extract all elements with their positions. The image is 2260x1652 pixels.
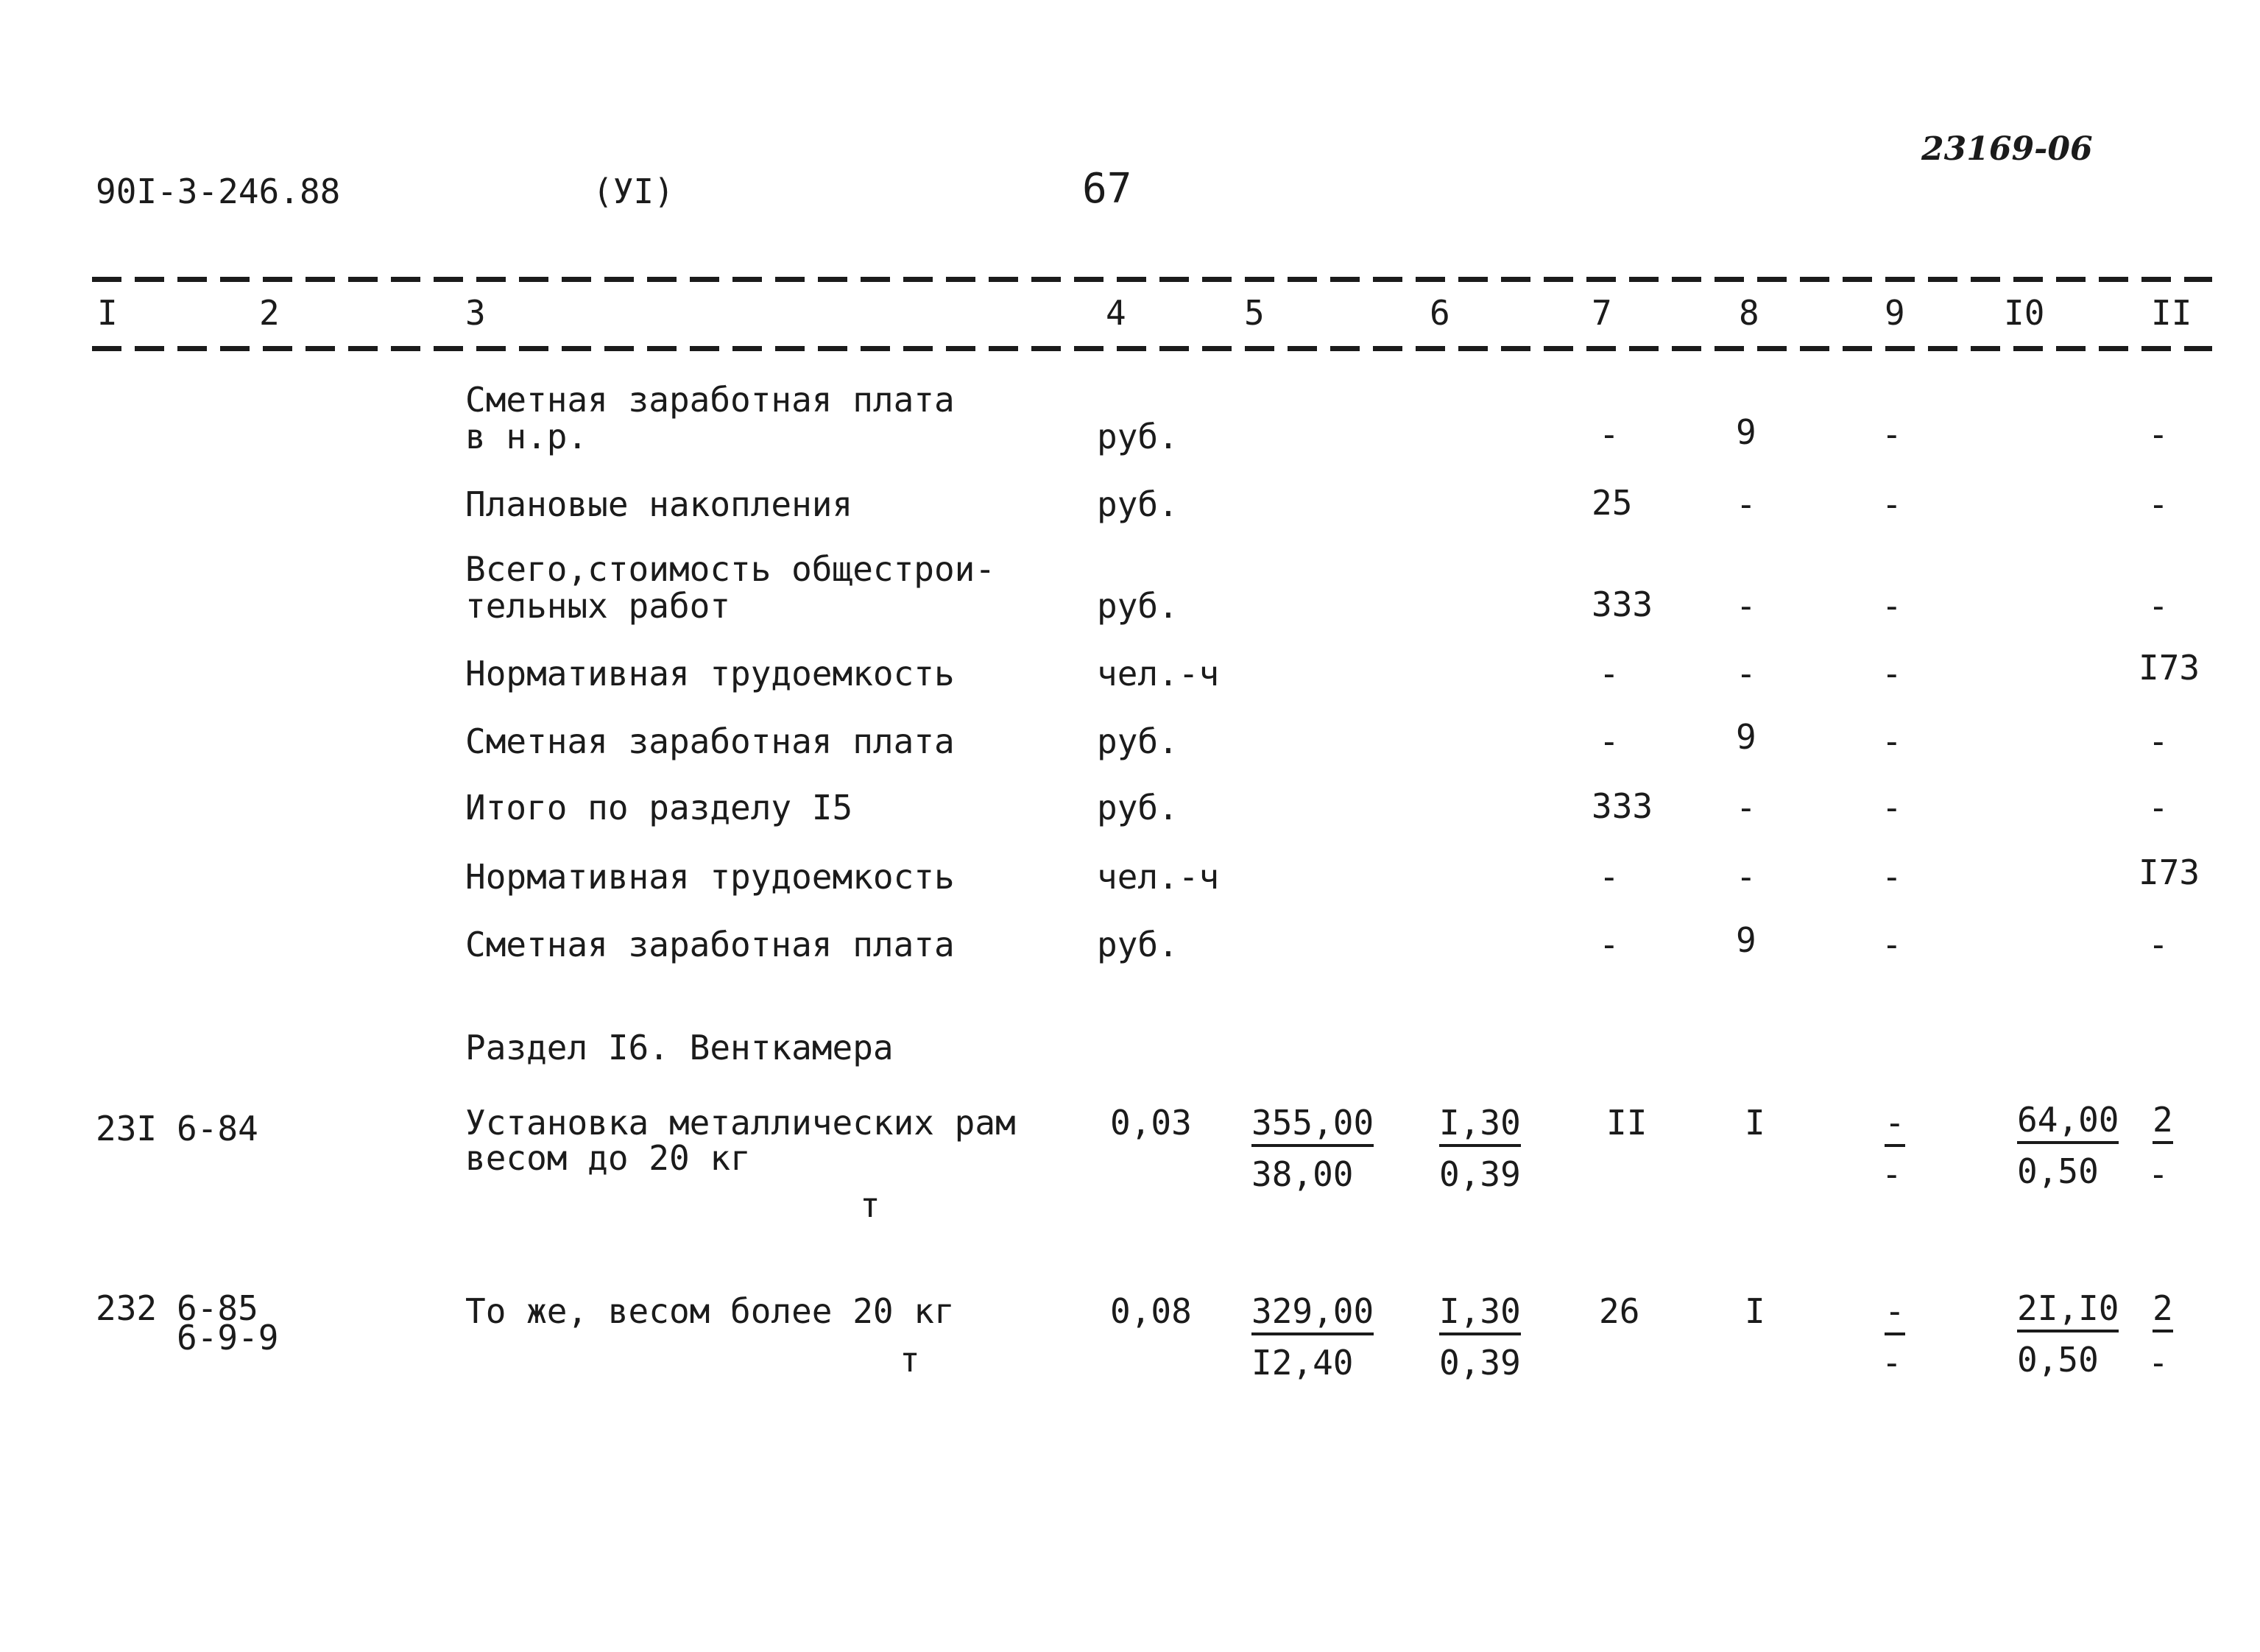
row-col8: 9 bbox=[1736, 717, 1756, 757]
item-col10-top: 2I,I0 bbox=[2017, 1288, 2119, 1332]
row-description-cont: в н.р. bbox=[465, 417, 588, 456]
item-col9-bottom: - bbox=[1882, 1154, 1902, 1194]
col-header-6: 6 bbox=[1430, 293, 1450, 333]
section-title: Раздел I6. Венткамера bbox=[465, 1028, 894, 1067]
item-unit-cost-total: 329,00 bbox=[1251, 1291, 1374, 1335]
col-header-4: 4 bbox=[1106, 293, 1126, 333]
item-col11-bottom: - bbox=[2148, 1343, 2169, 1383]
item-code-secondary: 6-9-9 bbox=[177, 1318, 279, 1358]
item-col10-top: 64,00 bbox=[2017, 1100, 2119, 1144]
row-col9: - bbox=[1882, 654, 1902, 693]
handwritten-number: 23169-06 bbox=[1921, 130, 2093, 168]
row-description: Итого по разделу I5 bbox=[465, 788, 853, 827]
item-unit-cost-wages: 38,00 bbox=[1251, 1154, 1354, 1194]
item-coefficient-wages: 0,39 bbox=[1439, 1154, 1521, 1194]
row-col11: - bbox=[2148, 484, 2169, 524]
col-header-2: 2 bbox=[259, 293, 280, 333]
header-bottom-rule bbox=[92, 346, 2212, 351]
item-unit-cost-total: 355,00 bbox=[1251, 1103, 1374, 1147]
item-unit-mark: т bbox=[860, 1185, 880, 1225]
row-description: Сметная заработная плата bbox=[465, 721, 955, 761]
row-unit: чел.-ч bbox=[1097, 654, 1220, 693]
row-col11: - bbox=[2148, 788, 2169, 827]
item-col9-top: - bbox=[1885, 1291, 1905, 1335]
item-coefficient: I,30 bbox=[1439, 1291, 1521, 1335]
row-description-cont: тельных работ bbox=[465, 586, 731, 626]
row-col8: - bbox=[1736, 484, 1756, 524]
col-header-7: 7 bbox=[1592, 293, 1612, 333]
col-header-10: I0 bbox=[2004, 293, 2045, 333]
row-description: Нормативная трудоемкость bbox=[465, 654, 955, 693]
row-col11: - bbox=[2148, 721, 2169, 761]
header-top-rule bbox=[92, 277, 2212, 282]
row-unit: чел.-ч bbox=[1097, 857, 1220, 897]
item-quantity: 0,08 bbox=[1110, 1291, 1192, 1331]
item-unit-cost-wages: I2,40 bbox=[1251, 1343, 1354, 1383]
item-col11-top: 2 bbox=[2153, 1100, 2173, 1144]
col-header-11: II bbox=[2151, 293, 2192, 333]
row-col7: - bbox=[1599, 857, 1620, 897]
row-unit: руб. bbox=[1097, 484, 1179, 524]
row-col11: - bbox=[2148, 586, 2169, 626]
item-col7: 26 bbox=[1599, 1291, 1640, 1331]
row-description: Плановые накопления bbox=[465, 484, 853, 524]
row-col7: 333 bbox=[1592, 585, 1653, 624]
row-unit: руб. bbox=[1097, 417, 1179, 456]
row-description: Нормативная трудоемкость bbox=[465, 857, 955, 897]
item-col9-bottom: - bbox=[1882, 1343, 1902, 1383]
row-col8: 9 bbox=[1736, 412, 1756, 452]
row-description: Всего,стоимость общестрои- bbox=[465, 549, 996, 589]
row-unit: руб. bbox=[1097, 925, 1179, 964]
album-number: (УI) bbox=[593, 172, 674, 211]
item-description-cont: весом до 20 кг bbox=[465, 1138, 751, 1178]
row-description: Сметная заработная плата bbox=[465, 925, 955, 964]
row-unit: руб. bbox=[1097, 586, 1179, 626]
row-col11: - bbox=[2148, 414, 2169, 454]
row-col7: 25 bbox=[1592, 483, 1633, 523]
row-col11: I73 bbox=[2139, 648, 2200, 688]
row-col8: - bbox=[1736, 654, 1756, 693]
row-col9: - bbox=[1882, 925, 1902, 964]
item-col11-bottom: - bbox=[2148, 1154, 2169, 1194]
document-code: 90I-3-246.88 bbox=[96, 172, 341, 211]
page-number: 67 bbox=[1082, 165, 1132, 213]
item-unit-mark: т bbox=[900, 1340, 920, 1380]
row-unit: руб. bbox=[1097, 721, 1179, 761]
row-col8: - bbox=[1736, 788, 1756, 827]
row-col9: - bbox=[1882, 788, 1902, 827]
item-code: 6-84 bbox=[177, 1109, 258, 1148]
row-col9: - bbox=[1882, 721, 1902, 761]
row-unit: руб. bbox=[1097, 788, 1179, 827]
row-col9: - bbox=[1882, 857, 1902, 897]
item-description: То же, весом более 20 кг bbox=[465, 1291, 955, 1331]
col-header-1: I bbox=[97, 293, 118, 333]
item-number: 23I bbox=[96, 1109, 158, 1148]
item-col8: I bbox=[1745, 1291, 1765, 1331]
row-col11: I73 bbox=[2139, 853, 2200, 892]
col-header-3: 3 bbox=[465, 293, 486, 333]
row-col9: - bbox=[1882, 484, 1902, 524]
row-col11: - bbox=[2148, 925, 2169, 964]
col-header-5: 5 bbox=[1244, 293, 1265, 333]
item-coefficient-wages: 0,39 bbox=[1439, 1343, 1521, 1383]
row-col7: - bbox=[1599, 654, 1620, 693]
item-col9-top: - bbox=[1885, 1103, 1905, 1147]
item-col7: II bbox=[1606, 1103, 1648, 1143]
col-header-9: 9 bbox=[1885, 293, 1905, 333]
item-col10-bottom: 0,50 bbox=[2017, 1151, 2099, 1191]
item-coefficient: I,30 bbox=[1439, 1103, 1521, 1147]
item-code: 6-85 bbox=[177, 1288, 258, 1328]
row-col8: 9 bbox=[1736, 920, 1756, 960]
row-col7: - bbox=[1599, 414, 1620, 454]
row-col7: - bbox=[1599, 925, 1620, 964]
item-col10-bottom: 0,50 bbox=[2017, 1340, 2099, 1380]
row-col7: - bbox=[1599, 721, 1620, 761]
item-col8: I bbox=[1745, 1103, 1765, 1143]
item-col11-top: 2 bbox=[2153, 1288, 2173, 1332]
item-quantity: 0,03 bbox=[1110, 1103, 1192, 1143]
row-col8: - bbox=[1736, 857, 1756, 897]
row-description: Сметная заработная плата bbox=[465, 380, 955, 420]
row-col7: 333 bbox=[1592, 786, 1653, 826]
row-col8: - bbox=[1736, 586, 1756, 626]
row-col9: - bbox=[1882, 586, 1902, 626]
item-description: Установка металлических рам bbox=[465, 1103, 1016, 1143]
item-number: 232 bbox=[96, 1288, 158, 1328]
col-header-8: 8 bbox=[1739, 293, 1759, 333]
row-col9: - bbox=[1882, 414, 1902, 454]
